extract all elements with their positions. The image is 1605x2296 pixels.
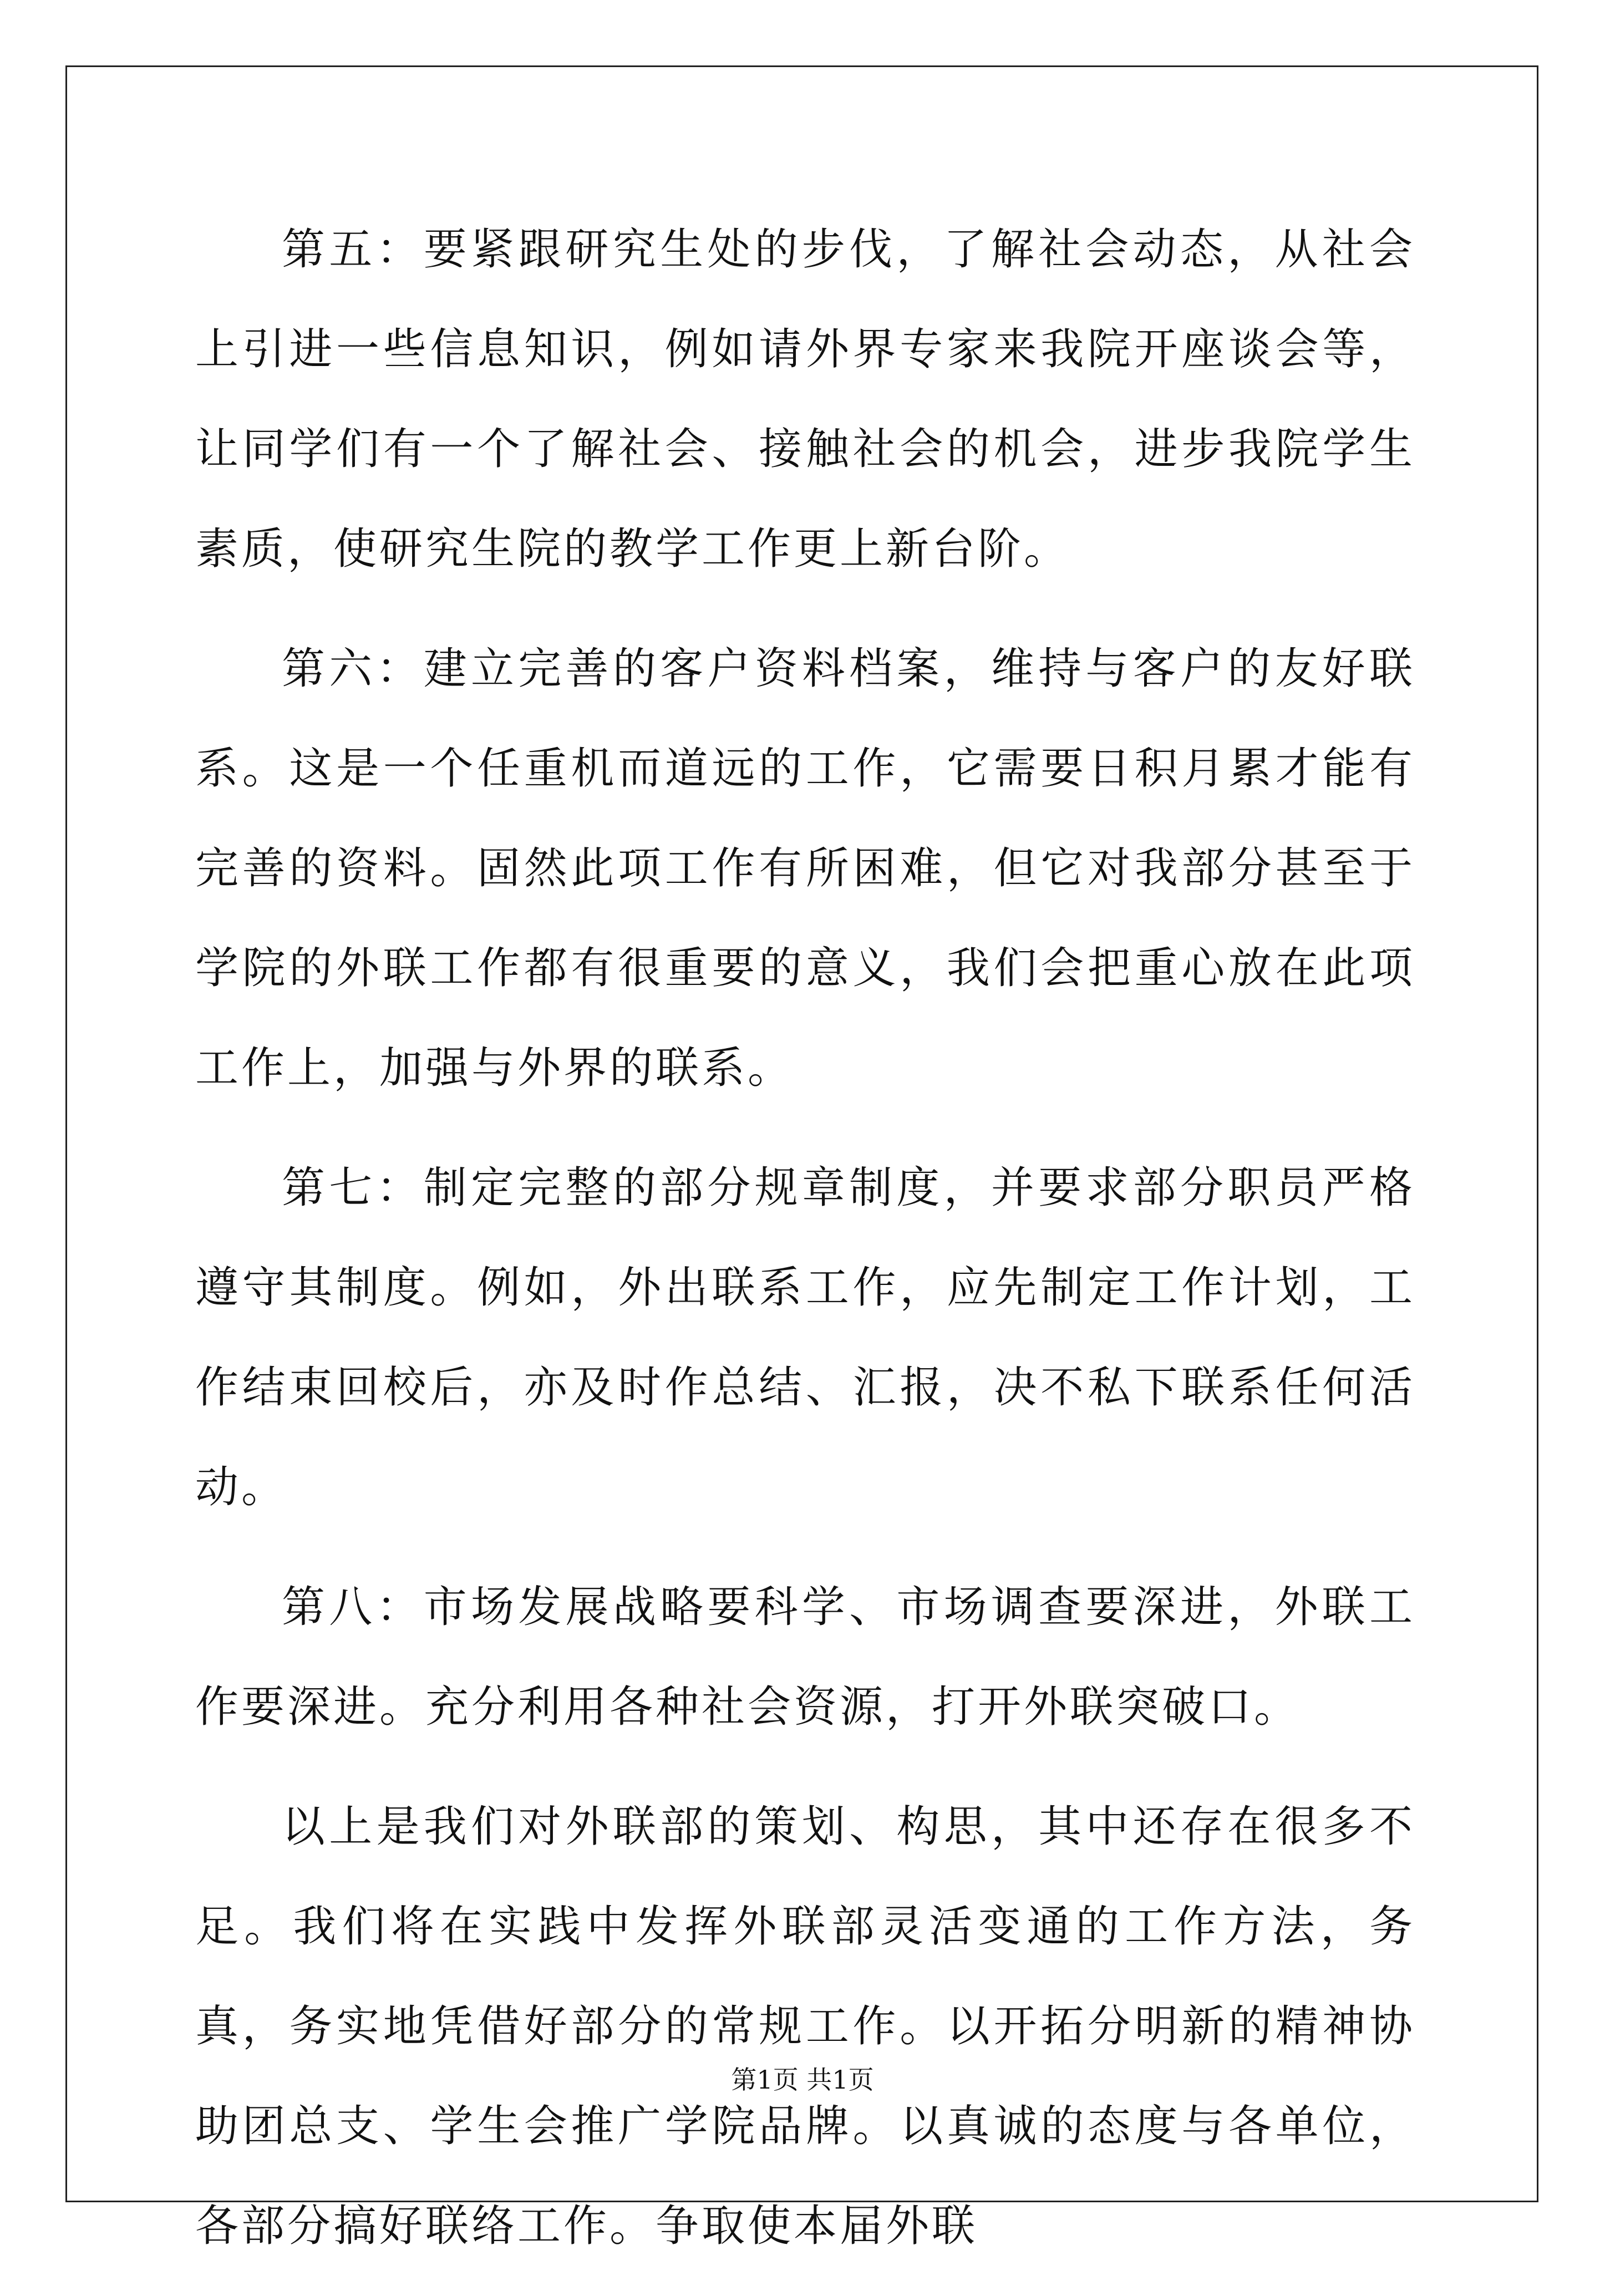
page-footer: 第1页 共1页 <box>731 2065 874 2095</box>
document-body <box>195 200 1415 2296</box>
paragraph-summary: 以上是我们对外联部的策划、构思，其中还存在很多不足。我们将在实践中发挥外联部灵活变通的工作方法，务真，务实地凭借好部分的常规工作。以开拓分明新的精神协助团总支、学生会推广学院品牌。以真诚的态度与各单位，各部分搞好联络工作。争取使本届外联 <box>195 1802 1415 2251</box>
paragraph-8: 第八：市场发展战略要科学、市场调查要深进，外联工作要深进。充分利用各种社会资源，打开外联突破口。 <box>195 1582 1415 1732</box>
paragraph-5: 第五：要紧跟研究生处的步伐，了解社会动态，从社会上引进一些信息知识，例如请外界专家来我院开座谈会等，让同学们有一个了解社会、接触社会的机会，进步我院学生素质，使研究生院的教学工作更上新台阶。 <box>195 225 1415 574</box>
paragraph-6: 第六：建立完善的客户资料档案，维持与客户的友好联系。这是一个任重机而道远的工作，它需要日积月累才能有完善的资料。固然此项工作有所困难，但它对我部分甚至于学院的外联工作都有很重要的意义，我们会把重心放在此项工作上，加强与外界的联系。 <box>195 644 1415 1093</box>
paragraph-7: 第七：制定完整的部分规章制度，并要求部分职员严格遵守其制度。例如，外出联系工作，应先制定工作计划，工作结束回校后，亦及时作总结、汇报，决不私下联系任何活动。 <box>195 1163 1415 1512</box>
